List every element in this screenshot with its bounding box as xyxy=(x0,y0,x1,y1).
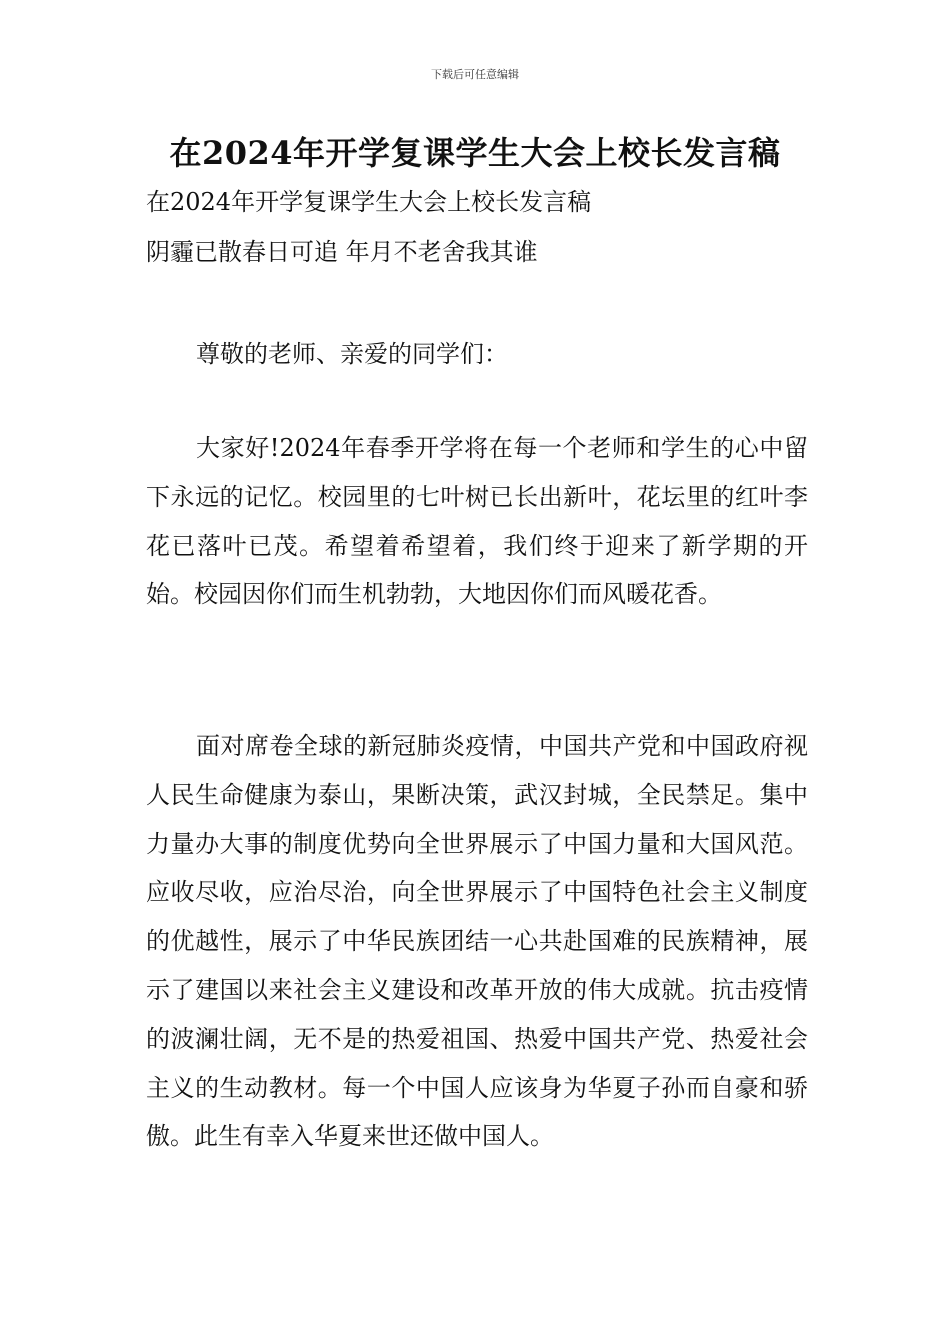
header-note: 下载后可任意编辑 xyxy=(431,68,519,81)
paragraph-1: 大家好!2024年春季开学将在每一个老师和学生的心中留下永远的记忆。校园里的七叶树已长出新叶，花坛里的红叶李花已落叶已茂。希望着希望着，我们终于迎来了新学期的开始。校园因你们而生机勃勃，大地因你们而风暖花香。 xyxy=(146,434,808,609)
greeting: 尊敬的老师、亲爱的同学们： xyxy=(196,340,508,368)
subtitle-line-1 xyxy=(146,178,808,226)
subtitle-line-2 xyxy=(146,228,808,276)
subtitle-text-1: 在2024年开学复课学生大会上校长发言稿 xyxy=(146,188,592,216)
paragraph-2: 面对席卷全球的新冠肺炎疫情，中国共产党和中国政府视人民生命健康为泰山，果断决策，武汉封城，全民禁足。集中力量办大事的制度优势向全世界展示了中国力量和大国风范。应收尽收，应治尽治，向全世界展示了中国特色社会主义制度的优越性，展示了中华民族团结一心共赴国难的民族精神，展示了建国以来社会主义建设和改革开放的伟大成就。抗击疫情的波澜壮阔，无不是的热爱祖国、热爱中国共产党、热爱社会主义的生动教材。每一个中国人应该身为华夏子孙而自豪和骄傲。此生有幸入华夏来世还做中国人。 xyxy=(146,732,808,1151)
document-title: 在2024年开学复课学生大会上校长发言稿 xyxy=(169,134,781,172)
subtitle-text-2: 阴霾已散春日可追 年月不老舍我其谁 xyxy=(146,238,538,266)
